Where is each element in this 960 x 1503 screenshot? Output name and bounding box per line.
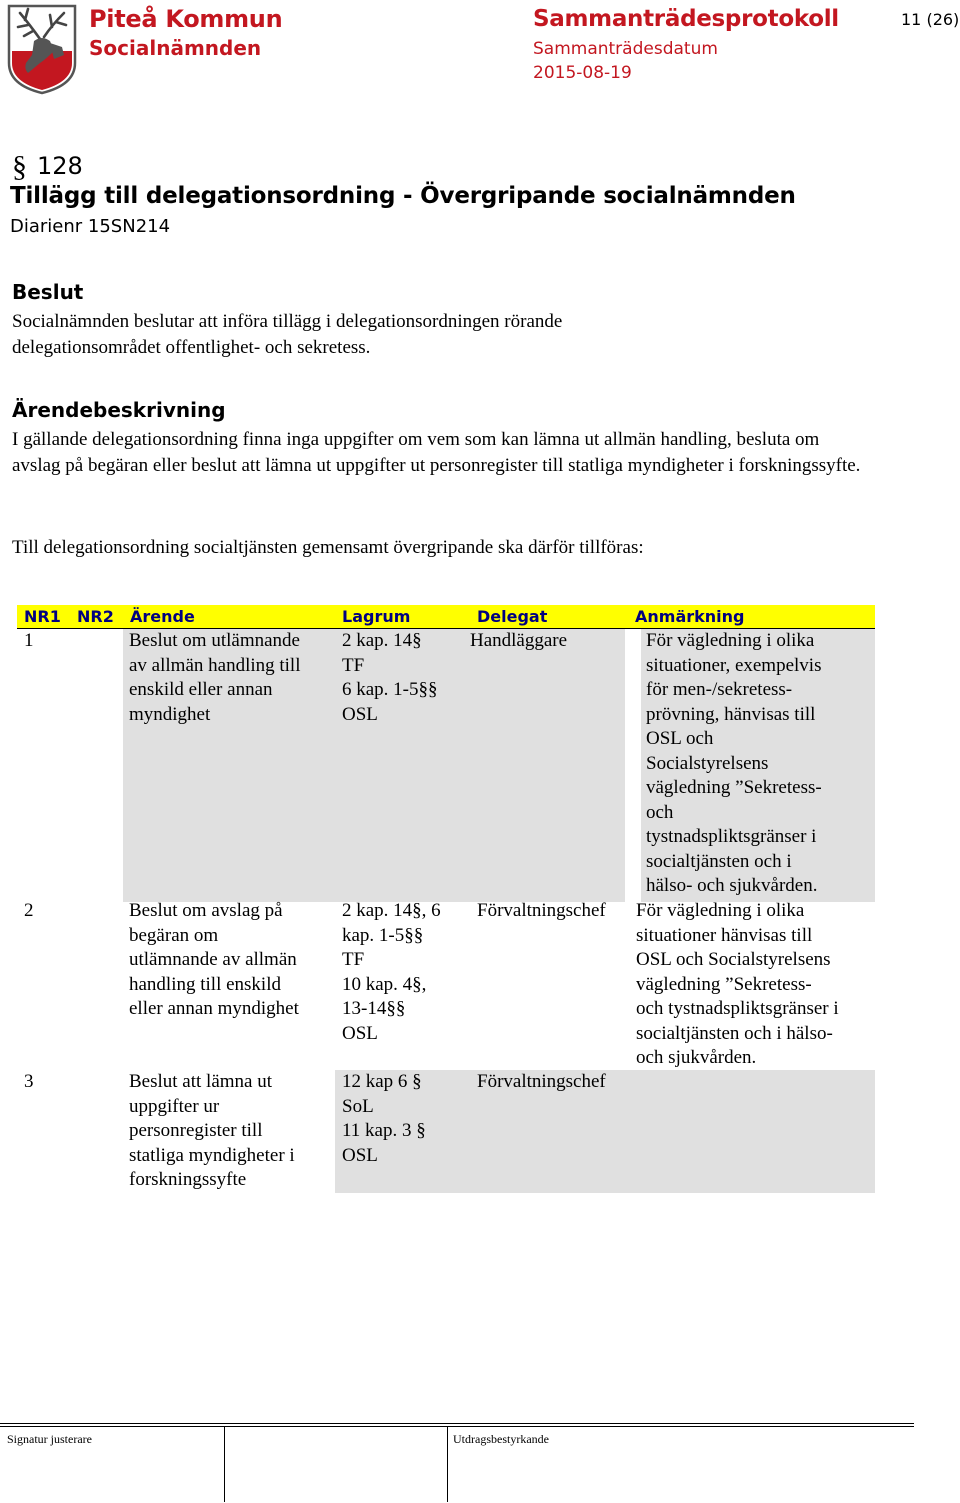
signatur-justerare-label: Signatur justerare xyxy=(7,1432,92,1446)
diarie-number: Diarienr 15SN214 xyxy=(10,216,171,237)
item-title: Tillägg till delegationsordning - Övergripande socialnämnden xyxy=(10,183,796,209)
table-row-1-lagrum: 2 kap. 14§ TF 6 kap. 1-5§§ OSL xyxy=(342,630,438,725)
table-header-row xyxy=(17,605,875,629)
paragraph-number: 128 xyxy=(37,152,83,180)
arende-text: I gällande delegationsordning finna inga uppgifter om vem som kan lämna ut allmän handling, besluta om avslag på begäran eller beslut att lämna ut uppgifter ut personregister till statliga myndigheter i forskningssyfte. xyxy=(12,429,861,476)
table-row-2-lagrum: 2 kap. 14§, 6 kap. 1-5§§ TF 10 kap. 4§, 13-14§§ OSL xyxy=(342,900,441,1044)
table-row-1-anmarkning: För vägledning i olika situationer, exempelvis för men-/sekretess- prövning, hänvisas till OSL och Socialstyrelsens vägledning ”Sekretess- och tystnadspliktsgränser i socialtjänsten och i hälso- och sjukvården. xyxy=(646,630,822,896)
meeting-date-label: Sammanträdesdatum xyxy=(533,39,718,59)
table-row-1-arende: Beslut om utlämnande av allmän handling till enskild eller annan myndighet xyxy=(129,630,301,725)
th-nr1: NR1 xyxy=(24,607,61,626)
table-row-3-delegat: Förvaltningschef xyxy=(477,1071,606,1092)
arende-heading: Ärendebeskrivning xyxy=(12,398,226,422)
th-arende: Ärende xyxy=(130,607,195,626)
beslut-heading: Beslut xyxy=(12,280,84,304)
paragraph-sign: § xyxy=(12,150,27,183)
th-nr2: NR2 xyxy=(77,607,114,626)
table-row-2-anmarkning: För vägledning i olika situationer hänvisas till OSL och Socialstyrelsens vägledning ”Sekretess- och tystnadspliktsgränser i socialtjänsten och i hälso- och sjukvården. xyxy=(636,900,839,1068)
page-number: 11 (26) xyxy=(901,10,960,29)
table-row-1-delegat: Handläggare xyxy=(470,630,568,651)
table-row-2-nr1: 2 xyxy=(24,900,34,921)
utdragsbestyrkande-label: Utdragsbestyrkande xyxy=(453,1432,549,1446)
org-name: Piteå Kommun xyxy=(89,5,283,33)
pitea-coat-of-arms-icon xyxy=(6,3,78,95)
th-anmarkning: Anmärkning xyxy=(635,607,745,626)
document-type: Sammanträdesprotokoll xyxy=(533,6,839,32)
th-delegat: Delegat xyxy=(477,607,548,626)
table-row-1-nr1: 1 xyxy=(24,630,34,651)
arende-text-2: Till delegationsordning socialtjänsten gemensamt övergripande ska därför tillföras: xyxy=(12,537,644,558)
meeting-date-value: 2015-08-19 xyxy=(533,63,632,83)
beslut-text: Socialnämnden beslutar att införa tillägg i delegationsordningen rörande delegationsområdet offentlighet- och sekretess. xyxy=(12,311,563,358)
signature-footer xyxy=(0,1422,914,1502)
table-row-3-lagrum: 12 kap 6 § SoL 11 kap. 3 § OSL xyxy=(342,1071,426,1166)
th-lagrum: Lagrum xyxy=(342,607,411,626)
table-row-2-delegat: Förvaltningschef xyxy=(477,900,606,921)
org-unit: Socialnämnden xyxy=(89,36,262,60)
table-row-3-arende: Beslut att lämna ut uppgifter ur personregister till statliga myndigheter i forskningssyfte xyxy=(129,1071,295,1190)
table-row-2-arende: Beslut om avslag på begäran om utlämnande av allmän handling till enskild eller annan myndighet xyxy=(129,900,299,1019)
table-row-3-nr1: 3 xyxy=(24,1071,34,1092)
